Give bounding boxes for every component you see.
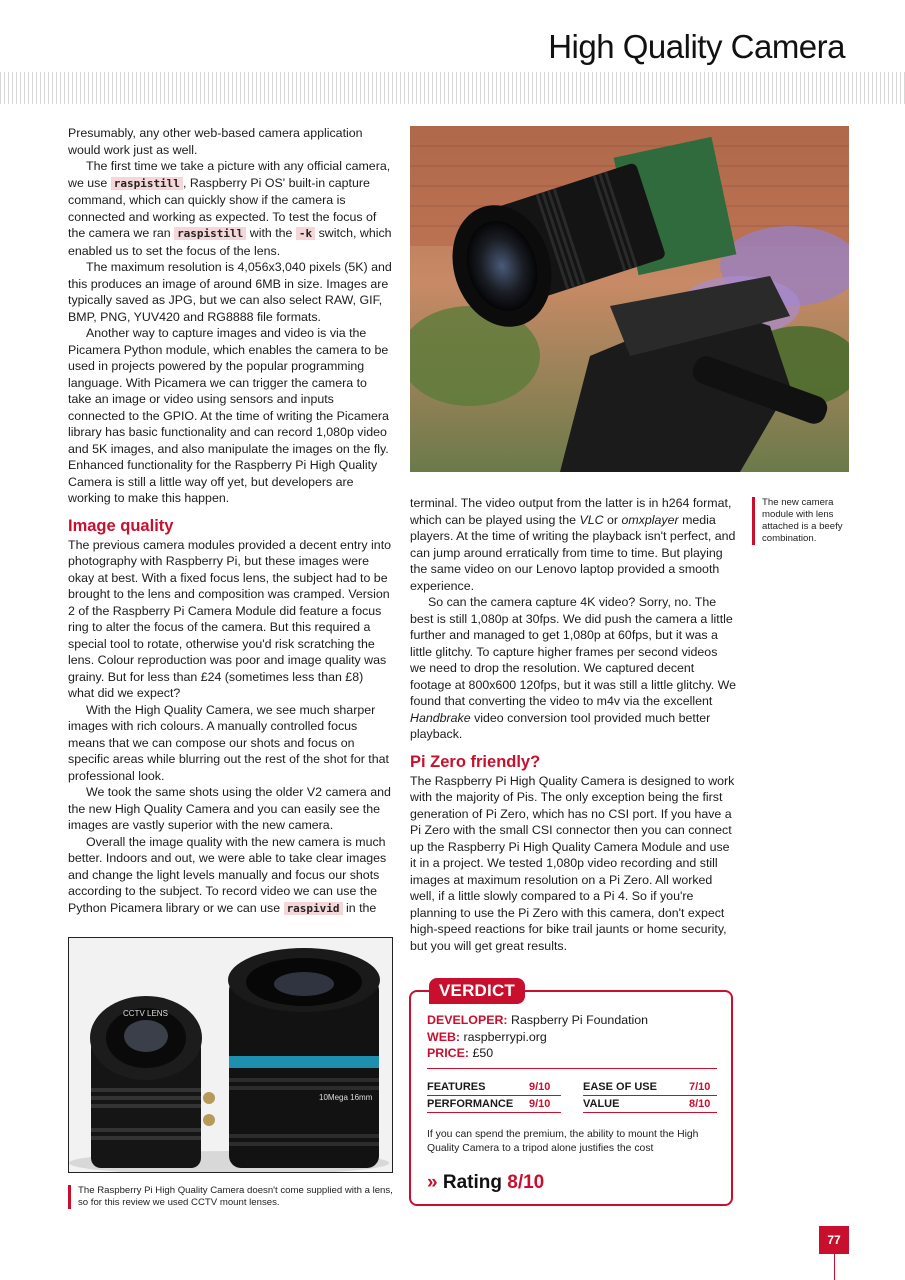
verdict-box (409, 981, 733, 1206)
paragraph: The previous camera modules provided a decent entry into photography with Raspberry Pi, but these images were okay at best. With a fixed focus lens, the subject had to be brought to the lens and composition was cramped. Version 2 of the Raspberry Pi Camera Module did feature a focus ring to alter the focus of the camera. But this required a special tool to rotate, otherwise you'd risk scratching the lens. Colour reproduction was poor and image quality was grainy. But for less than £24 (sometimes less than £8) what did we expect? (68, 537, 392, 700)
paragraph: So can the camera capture 4K video? Sorry, no. The best is still 1,080p at 30fps. We did push the camera a little further and managed to get 1,080p at 60fps, but it was a little glitchy. To capture higher frames per second videos we need to drop the resolution. We captured decent footage at 800x600 120fps, but it was still a little glitchy. We found that converting the video to m4v via the excellent Handbrake video conversion tool provided much better playback. (410, 595, 737, 741)
score-underline (583, 1095, 717, 1096)
page-number: 77 (819, 1226, 849, 1254)
score-value-performance: 9/10 (529, 1098, 551, 1110)
overall-rating: » Rating 8/10 (427, 1172, 545, 1193)
command-k-switch: -k (296, 227, 315, 240)
paragraph: terminal. The video output from the latter is in h264 format, which can be played using the VLC or omxplayer media players. At the time of writing the playback isn't perfect, and can jump around erratically from time to time. But playing the same video on our Lenovo laptop provided a smooth experience. (410, 496, 736, 593)
score-label-ease-of-use: EASE OF USE (583, 1081, 657, 1093)
score-value-ease-of-use: 7/10 (689, 1081, 711, 1093)
section-heading-image-quality: Image quality (68, 516, 174, 535)
camera-photo-caption: The new camera module with lens attached is a beefy combination. (752, 497, 858, 545)
paragraph: Another way to capture images and video is via the Picamera Python module, which enables the camera to be used in projects powered by the popular programming language. With Picamera we can trigger the camera to take an image or video using sensors and inputs connected to the GPIO. At the time of writing the Picamera library has basic functionality and can record 1,080p video and 5K images, and also manipulate the images on the fly. Enhanced functionality for the Raspberry Pi High Quality Camera is still a little way off yet, but developers are working to make this happen. (68, 326, 389, 505)
command-raspistill: raspistill (174, 227, 246, 240)
paragraph: With the High Quality Camera, we see much sharper images with rich colours. A manually controlled focus means that we can compose our shots and focus on specific areas while blurring out the rest of the shot for that professional look. (68, 702, 389, 783)
page-number-line (834, 1254, 835, 1280)
verdict-title: VERDICT (429, 978, 525, 1004)
camera-photo (410, 126, 849, 472)
web-row: WEB: raspberrypi.org (427, 1029, 547, 1044)
double-chevron-icon: » (427, 1172, 438, 1193)
command-raspistill: raspistill (111, 177, 183, 190)
paragraph: The Raspberry Pi High Quality Camera is designed to work with the majority of Pis. The only exception being the first generation of Pi Zero, which has no CSI port. If you have a Pi Zero with the small CSI connector then you can connect up the Raspberry Pi High Quality Camera Module and use it in a project. We tested 1,080p video recording and still images at maximum resolution on a Pi Zero. All worked well, if a little slowly compared to a Pi 4. So if you're planning to use the Pi Zero with this camera, don't expect high-speed reactions for bike trail jaunts or home security, but you will get great results. (410, 773, 735, 953)
paragraph: Overall the image quality with the new camera is much better. Indoors and out, we were able to take clear images and change the light levels manually and focus our shots according to the subject. To record video we can use the Python Picamera library or we can use raspivid in the (68, 834, 387, 915)
section-heading-pi-zero: Pi Zero friendly? (410, 752, 541, 771)
lens-photo (68, 937, 393, 1173)
page-title: High Quality Camera (548, 28, 845, 65)
score-label-performance: PERFORMANCE (427, 1098, 514, 1110)
right-column (410, 495, 736, 954)
command-raspivid: raspivid (284, 902, 343, 915)
rating-value: 8/10 (507, 1172, 545, 1193)
cctv-lenses-illustration (69, 938, 392, 1172)
verdict-summary: If you can spend the premium, the ability to mount the High Quality Camera to a tripod alone justifies the cost (427, 1129, 699, 1154)
verdict-divider (427, 1068, 717, 1069)
score-label-features: FEATURES (427, 1081, 486, 1093)
price-row: PRICE: £50 (427, 1046, 494, 1060)
score-value-value: 8/10 (689, 1098, 711, 1110)
score-underline (583, 1112, 717, 1113)
score-underline (427, 1095, 561, 1096)
right-lens-label: 10Mega 16mm (319, 1093, 373, 1102)
camera-on-tripod-illustration (410, 126, 849, 472)
paragraph: The maximum resolution is 4,056x3,040 pixels (5K) and this produces an image of around 6MB in size. Images are typically saved as JPG, but we can also select RAW, GIF, BMP, PNG, YUV420 and RG8888 file formats. (68, 260, 392, 324)
paragraph: The first time we take a picture with any official camera, we use raspistill , Raspberry Pi OS' built-in capture command, which can quickly show if the camera is connected and working as expected. To test the focus of the camera we ran raspistill with the -k switch, which enabled us to set the focus of the lens. (68, 159, 392, 258)
score-underline (427, 1112, 561, 1113)
lens-photo-caption: The Raspberry Pi High Quality Camera doesn't come supplied with a lens, so for this review we used CCTV mount lenses. (68, 1185, 398, 1209)
left-lens-label: CCTV LENS (123, 1009, 168, 1018)
score-label-value: VALUE (583, 1098, 620, 1110)
paragraph: Presumably, any other web-based camera application would work just as well. (68, 126, 363, 157)
left-column (68, 125, 392, 917)
developer-row: DEVELOPER: Raspberry Pi Foundation (427, 1013, 649, 1027)
paragraph: We took the same shots using the older V2 camera and the new High Quality Camera and you can easily see the images are vastly superior with the new camera. (68, 785, 391, 832)
header-stripe (0, 72, 905, 104)
score-value-features: 9/10 (529, 1081, 551, 1093)
verdict-info (427, 1012, 648, 1062)
